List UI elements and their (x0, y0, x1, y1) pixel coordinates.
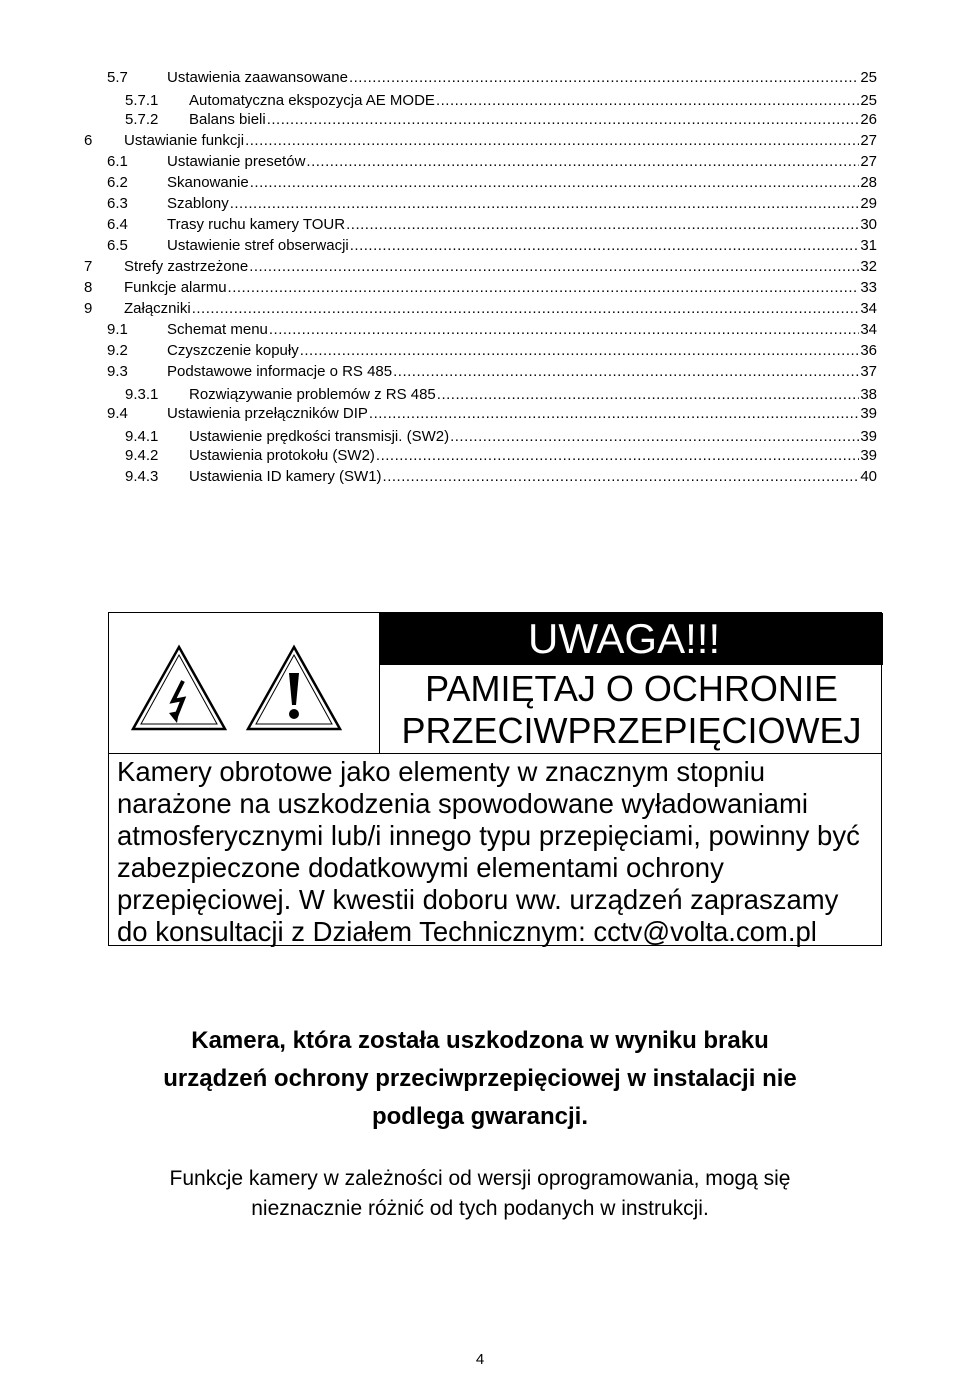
toc-leader (346, 215, 859, 235)
toc-page: 34 (860, 300, 877, 317)
toc-title: Szablony (167, 195, 229, 212)
toc-number: 5.7 (107, 69, 128, 86)
warranty-notice (0, 1022, 960, 1136)
toc-entry[interactable] (107, 341, 877, 361)
toc-number: 9.4.2 (125, 447, 159, 464)
warning-subtitle: PRZECIWPRZEPIĘCIOWEJ (401, 710, 862, 751)
warning-body-line: przepięciowej. W kwestii doboru ww. urządzeń zapraszamy (117, 884, 839, 915)
warning-body-line: atmosferycznymi lub/i innego typu przepięciami, powinny być (117, 820, 860, 851)
toc-number: 9.1 (107, 321, 128, 338)
warning-body-line: Kamery obrotowe jako elementy w znacznym stopniu (117, 756, 766, 787)
toc-title: Ustawienie stref obserwacji (167, 237, 349, 254)
toc-title: Czyszczenie kopuły (167, 342, 299, 359)
toc-number: 6.3 (107, 195, 128, 212)
toc-page: 27 (860, 153, 877, 170)
toc-entry[interactable] (107, 404, 877, 424)
toc-entry[interactable] (125, 385, 877, 405)
toc-page: 28 (860, 174, 877, 191)
toc-number: 6.5 (107, 237, 128, 254)
toc-number: 5.7.1 (125, 92, 159, 109)
toc-page: 37 (860, 363, 877, 380)
toc-leader (300, 341, 860, 361)
firmware-notice-line: nieznacznie różnić od tych podanych w instrukcji. (251, 1197, 709, 1220)
toc-page: 27 (860, 132, 877, 149)
toc-entry[interactable] (107, 194, 877, 214)
toc-number: 6.4 (107, 216, 128, 233)
toc-number: 6 (84, 132, 93, 149)
toc-page: 39 (860, 447, 877, 464)
toc-entry[interactable] (125, 446, 877, 466)
toc-page: 38 (860, 386, 877, 403)
toc-page: 32 (860, 258, 877, 275)
toc-number: 8 (84, 279, 93, 296)
toc-leader (230, 194, 860, 214)
toc-entry[interactable] (107, 362, 877, 382)
toc-leader (249, 257, 859, 277)
toc-number: 6.1 (107, 153, 128, 170)
toc-leader (436, 91, 859, 111)
warning-body-line: narażone na uszkodzenia spowodowane wyładowaniami (117, 788, 808, 819)
warning-icons (109, 613, 379, 753)
toc-entry[interactable] (107, 68, 877, 88)
toc-leader (376, 446, 859, 466)
toc-title: Ustawienia przełączników DIP (167, 405, 368, 422)
toc-leader (450, 427, 859, 447)
toc-number: 5.7.2 (125, 111, 159, 128)
toc-leader (306, 152, 859, 172)
exclamation-warning-icon (244, 643, 344, 733)
toc-entry[interactable] (84, 257, 877, 277)
toc-title: Załączniki (124, 300, 191, 317)
warning-body-line: zabezpieczone dodatkowymi elementami ochrony (117, 852, 724, 883)
toc-title: Ustawianie presetów (167, 153, 306, 170)
toc-number: 9.4 (107, 405, 128, 422)
toc-page: 39 (860, 405, 877, 422)
toc-page: 39 (860, 428, 877, 445)
warning-header (379, 613, 882, 753)
toc-title: Balans bieli (189, 111, 266, 128)
toc-title: Strefy zastrzeżone (124, 258, 249, 275)
toc-number: 9 (84, 300, 93, 317)
toc-entry[interactable] (84, 299, 877, 319)
toc-page: 25 (860, 69, 877, 86)
toc-entry[interactable] (125, 427, 877, 447)
toc-title: Ustawienia zaawansowane (167, 69, 348, 86)
toc-title: Ustawienia protokołu (SW2) (189, 447, 375, 464)
toc-entry[interactable] (107, 152, 877, 172)
toc-entry[interactable] (107, 173, 877, 193)
warning-body (109, 753, 881, 945)
toc-leader (369, 404, 859, 424)
page-number: 4 (475, 1351, 485, 1368)
toc-leader (437, 385, 860, 405)
toc-title: Automatyczna ekspozycja AE MODE (189, 92, 435, 109)
toc-entry[interactable] (84, 278, 877, 298)
toc-entry[interactable] (107, 320, 877, 340)
toc-title: Podstawowe informacje o RS 485 (167, 363, 393, 380)
warning-subtitle: PAMIĘTAJ O OCHRONIE (425, 668, 838, 709)
toc-number: 6.2 (107, 174, 128, 191)
toc-number: 9.3 (107, 363, 128, 380)
toc-leader (267, 110, 860, 130)
toc-page: 31 (860, 237, 877, 254)
toc-entry[interactable] (107, 236, 877, 256)
toc-number: 9.2 (107, 342, 128, 359)
toc-title: Funkcje alarmu (124, 279, 227, 296)
toc-title: Schemat menu (167, 321, 268, 338)
warning-body-line: do konsultacji z Działem Technicznym: cctv@volta.com.pl (117, 916, 817, 947)
toc-entry[interactable] (125, 467, 877, 487)
toc-entry[interactable] (125, 110, 877, 130)
toc-entry[interactable] (125, 91, 877, 111)
toc-page: 30 (860, 216, 877, 233)
toc-title: Rozwiązywanie problemów z RS 485 (189, 386, 436, 403)
toc-title: Ustawienie prędkości transmisji. (SW2) (189, 428, 450, 445)
toc-page: 40 (860, 468, 877, 485)
warranty-notice-line: urządzeń ochrony przeciwprzepięciowej w instalacji nie (163, 1065, 797, 1092)
warning-title: UWAGA!!! (380, 613, 883, 665)
toc-leader (192, 299, 860, 319)
toc-entry[interactable] (107, 215, 877, 235)
toc-entry[interactable] (84, 131, 877, 151)
toc-leader (349, 68, 859, 88)
toc-number: 9.3.1 (125, 386, 159, 403)
toc-leader (350, 236, 860, 256)
toc-page: 36 (860, 342, 877, 359)
toc-page: 25 (860, 92, 877, 109)
toc-title: Trasy ruchu kamery TOUR (167, 216, 346, 233)
toc-leader (250, 173, 860, 193)
warranty-notice-line: podlega gwarancji. (371, 1103, 589, 1130)
toc-title: Ustawianie funkcji (124, 132, 245, 149)
firmware-notice-line: Funkcje kamery w zależności od wersji oprogramowania, mogą się (169, 1167, 791, 1190)
warranty-notice-line: Kamera, która została uszkodzona w wyniku braku (191, 1027, 769, 1054)
toc-leader (383, 467, 860, 487)
toc-leader (393, 362, 859, 382)
surge-protection-warning-box (108, 612, 882, 946)
toc-page: 33 (860, 279, 877, 296)
toc-leader (269, 320, 859, 340)
toc-page: 29 (860, 195, 877, 212)
lightning-warning-icon (129, 643, 229, 733)
firmware-notice (0, 1164, 960, 1224)
toc-number: 9.4.3 (125, 468, 159, 485)
toc-page: 26 (860, 111, 877, 128)
toc-leader (245, 131, 859, 151)
toc-leader (228, 278, 860, 298)
toc-title: Skanowanie (167, 174, 249, 191)
toc-number: 7 (84, 258, 93, 275)
toc-page: 34 (860, 321, 877, 338)
toc-title: Ustawienia ID kamery (SW1) (189, 468, 382, 485)
toc-number: 9.4.1 (125, 428, 159, 445)
